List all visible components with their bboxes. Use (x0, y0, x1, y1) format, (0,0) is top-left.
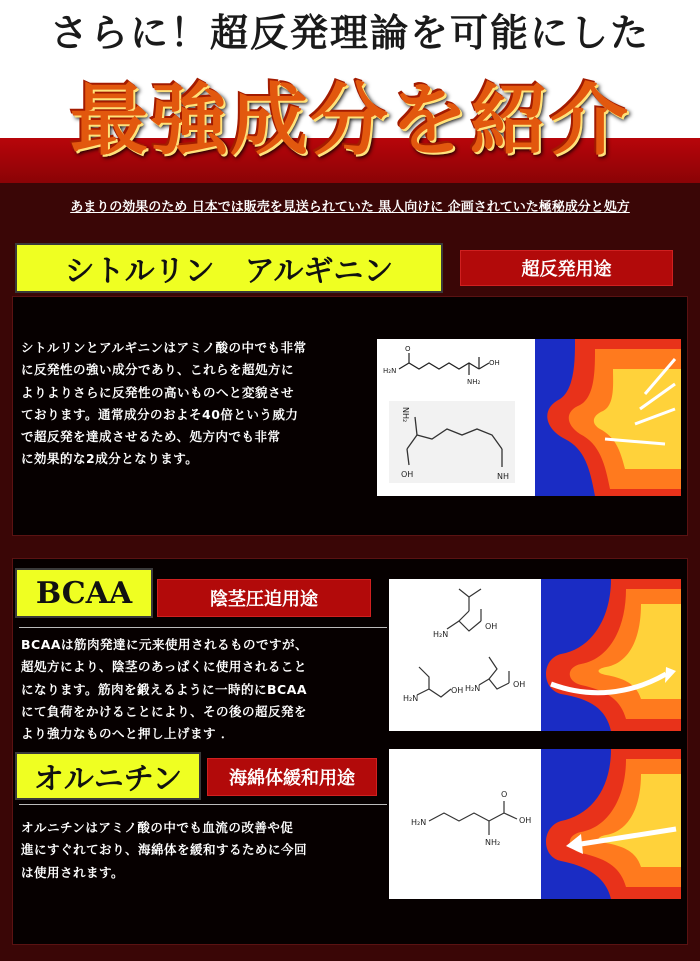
header-banner (0, 0, 700, 183)
header-title: 最強成分を紹介 (69, 76, 630, 166)
thermal-image-citrulline (535, 339, 681, 496)
bcaa-description: BCAAは筋肉発達に元来使用されるものですが、 超処方により、陰茎のあっぱくに使用されること になります。筋肉を鍛えるように一時的にBCAA にて負荷をかけることにより、その後の超反発を より強力なものへと押し上げます ． (21, 637, 309, 742)
ornithine-purpose-badge: 海綿体緩和用途 (207, 758, 377, 796)
chem-label-o: O (405, 345, 411, 353)
thermal-image-bcaa (541, 579, 681, 731)
chem-label-h2n-bcaa2: H₂N (403, 694, 419, 703)
chem-label-oh-orn: OH (519, 816, 532, 825)
chem-label-oh-bcaa3: OH (513, 680, 526, 689)
chemical-structure-icon (389, 579, 541, 731)
arginine-structure-image (377, 339, 535, 496)
chem-label-oh-bcaa1: OH (485, 622, 498, 631)
chem-label-nh2-orn: NH₂ (485, 838, 501, 847)
chem-label-h2n: H₂N (383, 367, 397, 375)
ornithine-label: オルニチン (15, 752, 201, 800)
chemical-structure-icon (389, 749, 541, 899)
intro-text: あまりの効果のため 日本では販売を見送られていた 黒人向けに 企画されていた極秘成分と処方 (70, 200, 630, 215)
chem-label-oh-bcaa2: OH (451, 686, 464, 695)
header-subtitle: さらに！超反発理論を可能にした (49, 10, 650, 55)
chem-label-o-orn: O (501, 790, 508, 799)
chem-label-nh2-rot: NH₂ (401, 407, 410, 423)
chem-label-nh: NH (497, 472, 509, 481)
chem-label-h2n-bcaa1: H₂N (433, 630, 449, 639)
bcaa-divider (19, 627, 387, 628)
chem-label-oh-2: OH (401, 470, 414, 479)
citrulline-panel (12, 296, 688, 536)
chem-label-nh2: NH₂ (467, 378, 481, 386)
chem-label-oh: OH (489, 359, 500, 367)
citrulline-description: シトルリンとアルギニンはアミノ酸の中でも非常 に反発性の強い成分であり、これらを超処方に よりよりさらに反発性の高いものへと変貌させ ております。通常成分のおよそ40倍という威力 で超反発を達成させるため、処方内でも非常 に効果的な2成分となります。 (21, 340, 307, 467)
citrulline-arginine-label: シトルリン アルギニン (15, 243, 443, 293)
bcaa-purpose-badge: 陰茎圧迫用途 (157, 579, 371, 617)
chemical-structure-icon (377, 339, 535, 496)
chem-label-h2n-bcaa3: H₂N (465, 684, 481, 693)
ornithine-divider (19, 804, 387, 805)
bcaa-structure-image (389, 579, 541, 731)
chem-label-h2n-orn: H₂N (411, 818, 427, 827)
ornithine-structure-image (389, 749, 541, 899)
bcaa-label: BCAA (15, 568, 153, 618)
ornithine-description: オルニチンはアミノ酸の中でも血流の改善や促 進にすぐれており、海綿体を緩和するために今回 は使用されます。 (21, 820, 308, 880)
thermal-image-ornithine (541, 749, 681, 899)
citrulline-purpose-badge: 超反発用途 (460, 250, 673, 286)
